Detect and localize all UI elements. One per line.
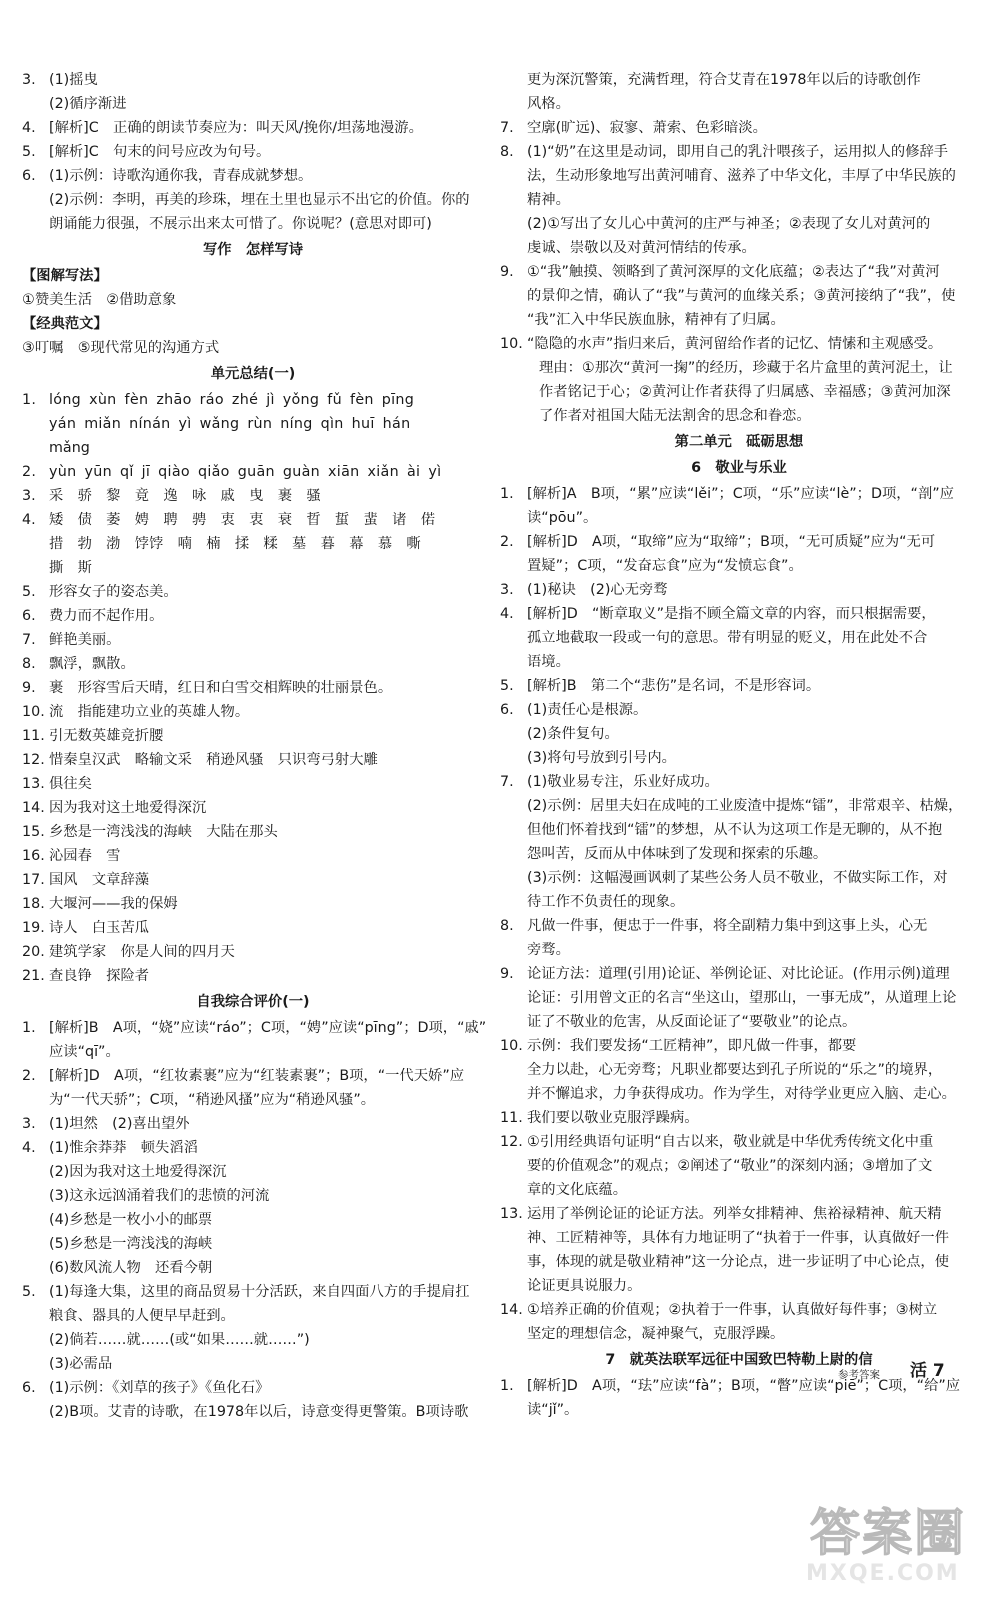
pinyin-syllable: yán — [49, 416, 77, 432]
item-number: 10. — [22, 704, 45, 720]
item-text: (1)每逢大集，这里的商品贸易十分活跃，来自四面八方的手提肩扛 — [49, 1284, 470, 1300]
answer-item — [22, 164, 484, 188]
answer-item — [22, 796, 484, 820]
item-number: 10. — [500, 1038, 523, 1054]
item-number: 19. — [22, 920, 45, 936]
item-text: 流 指能建功立业的英雄人物。 — [49, 704, 250, 720]
answer-item — [22, 1016, 487, 1040]
item-number: 3. — [22, 72, 36, 88]
pinyin-syllable: ráo — [199, 392, 224, 408]
pinyin-syllable: yùn — [49, 464, 77, 480]
item-text: 裹 形容雪后天晴，红日和白雪交相辉映的壮丽景色。 — [49, 680, 393, 696]
subsection-heading: 【图解写法】 — [22, 268, 108, 284]
item-text: 飘浮，飘散。 — [49, 656, 135, 672]
item-number: 4. — [500, 606, 514, 622]
answer-item — [500, 962, 978, 986]
pinyin-syllable: qiào — [158, 464, 190, 480]
section-heading: 6 敬业与乐业 — [691, 460, 787, 476]
item-text: 建筑学家 你是人间的四月天 — [49, 944, 235, 960]
answer-continuation: 置疑”；C项，“发奋忘食”应为“发愤忘食”。 — [527, 558, 803, 574]
answer-item — [22, 916, 484, 940]
answer-item — [500, 530, 978, 554]
answer-continuation: 粮食、器具的人便早早赶到。 — [49, 1308, 235, 1324]
item-text: 国风 文章辞藻 — [49, 872, 150, 888]
answer-item — [22, 68, 484, 92]
answer-item — [22, 964, 484, 988]
answer-continuation: 怨叫苦，反而从中体味到了发现和探索的乐趣。 — [527, 846, 828, 862]
item-number: 9. — [500, 264, 514, 280]
item-number: 12. — [500, 1134, 523, 1150]
answer-item — [22, 844, 484, 868]
item-text: [解析]C 正确的朗读节奏应为：叫天风/挽你/坦荡地漫游。 — [49, 120, 423, 136]
item-number: 1. — [500, 486, 514, 502]
answer-item — [500, 1202, 978, 1226]
pinyin-syllable: yì — [428, 464, 442, 480]
item-text: 俱往矣 — [49, 776, 92, 792]
item-text: 采 骄 黎 竟 逸 咏 戚 曳 裹 骚 — [49, 488, 321, 504]
answer-continuation: 法，生动形象地写出黄河哺育、滋养了中华文化，丰厚了中华民族的 — [527, 168, 956, 184]
answer-continuation: 神、工匠精神等，具体有力地证明了“执着于一件事，认真做好一件 — [527, 1230, 950, 1246]
section-heading: 7 就英法联军远征中国致巴特勒上尉的信 — [605, 1352, 873, 1368]
answer-item — [22, 868, 484, 892]
answer-item — [500, 482, 978, 506]
answer-item — [22, 892, 484, 916]
item-text: (1)敬业易专注，乐业好成功。 — [527, 774, 719, 790]
item-number: 6. — [22, 1380, 36, 1396]
answer-continuation: 更为深沉警策，充满哲理，符合艾青在1978年以后的诗歌创作 — [527, 72, 921, 88]
answer-continuation: 风格。 — [527, 96, 570, 112]
item-text: 查良铮 探险者 — [49, 968, 150, 984]
answer-item — [500, 332, 978, 356]
answer-continuation: 读“jǐ”。 — [527, 1402, 579, 1418]
item-text: 论证方法：道理(引用)论证、举例论证、对比论证。(作用示例)道理 — [527, 966, 950, 982]
item-number: 11. — [500, 1110, 523, 1126]
item-text: [解析]B 第二个“悲伤”是名词，不是形容词。 — [527, 678, 821, 694]
item-number: 10. — [500, 336, 523, 352]
answer-item — [500, 578, 978, 602]
answer-continuation: 孤立地截取一段或一句的意思。带有明显的贬义，用在此处不合 — [527, 630, 928, 646]
item-text: [解析]D “断章取义”是指不顾全篇文章的内容，而只根据需要， — [527, 606, 936, 622]
item-number: 2. — [22, 464, 37, 480]
item-number: 1. — [500, 1378, 514, 1394]
subsection-heading: 【经典范文】 — [22, 316, 108, 332]
answer-continuation: 事，体现的就是敬业精神”这一分论点，进一步证明了中心论点，使 — [527, 1254, 950, 1270]
answer-continuation: 的景仰之情，确认了“我”与黄河的血缘关系；③黄河接纳了“我”，使 — [527, 288, 956, 304]
answer-item — [500, 1298, 978, 1322]
section-heading: 自我综合评价(一) — [196, 994, 310, 1010]
answer-item — [500, 1130, 978, 1154]
answer-continuation: (2)因为我对这土地爱得深沉 — [49, 1164, 227, 1180]
item-text: 示例：我们要发扬“工匠精神”，即凡做一件事，都要 — [527, 1038, 857, 1054]
answer-continuation: 理由：①那次“黄河一掬”的经历，珍藏于名片盒里的黄河泥土，让 — [539, 360, 953, 376]
answer-continuation: (2)B项。艾青的诗歌，在1978年以后，诗意变得更警策。B项诗歌 — [49, 1404, 469, 1420]
answer-item — [22, 1280, 484, 1304]
answer-continuation: 措 勃 渤 饽饽 喃 楠 揉 糅 墓 暮 幕 慕 嘶 — [49, 536, 421, 552]
answer-item — [500, 260, 978, 284]
item-text: ①培养正确的价值观；②执着于一件事，认真做好每件事；③树立 — [527, 1302, 938, 1318]
item-number: 4. — [22, 120, 36, 136]
pinyin-syllable: lóng — [49, 392, 82, 408]
answer-item — [22, 508, 484, 532]
pinyin-syllable: xùn — [89, 392, 117, 408]
item-number: 4. — [22, 1140, 36, 1156]
item-text: 因为我对这土地爱得深沉 — [49, 800, 207, 816]
answer-item — [22, 772, 484, 796]
pinyin-syllable: zhé — [231, 392, 259, 408]
item-text: [解析]C 句末的问号应改为句号。 — [49, 144, 271, 160]
pinyin-syllable: xiǎn — [367, 464, 399, 480]
item-text: (1)责任心是根源。 — [527, 702, 648, 718]
item-text: 凡做一件事，便忠于一件事，将全副精力集中到这事上头，心无 — [527, 918, 928, 934]
answer-line: ③叮嘱 ⑤现代常见的沟通方式 — [22, 340, 220, 356]
item-number: 20. — [22, 944, 45, 960]
item-number: 9. — [500, 966, 514, 982]
item-text: 乡愁是一湾浅浅的海峡 大陆在那头 — [49, 824, 278, 840]
pinyin-syllable: rùn — [247, 416, 273, 432]
answer-continuation: 坚定的理想信念，凝神聚气，克服浮躁。 — [527, 1326, 785, 1342]
page-number: 活 7 — [910, 1361, 945, 1381]
pinyin-syllable: miǎn — [84, 416, 122, 432]
pinyin-syllable: yǒng — [282, 392, 320, 408]
answer-continuation: (3)必需品 — [49, 1356, 113, 1372]
item-text: (1)摇曳 — [49, 72, 98, 88]
watermark-sub-text: MXQE.COM — [806, 1561, 960, 1586]
answer-item — [500, 602, 978, 626]
pinyin-syllable: fǔ — [327, 392, 342, 408]
answer-continuation: 读“pōu”。 — [527, 510, 598, 526]
pinyin-syllable: fèn — [124, 392, 149, 408]
answer-line: ①赞美生活 ②借助意象 — [22, 292, 177, 308]
answer-continuation: (3)示例：这幅漫画讽刺了某些公务人员不敬业，不做实际工作，对 — [527, 870, 948, 886]
answer-item — [500, 914, 978, 938]
pinyin-syllable: yì — [178, 416, 192, 432]
item-number: 5. — [22, 1284, 36, 1300]
answer-item — [22, 1136, 484, 1160]
item-text: 大堰河——我的保姆 — [49, 896, 178, 912]
answer-continuation: 并不懈追求，力争获得成功。作为学生，对待学业更应入脑、走心。 — [527, 1086, 956, 1102]
answer-continuation: (2)①写出了女儿心中黄河的庄严与神圣；②表现了女儿对黄河的 — [527, 216, 931, 232]
item-number: 3. — [22, 488, 36, 504]
item-text: 诗人 白玉苦瓜 — [49, 920, 150, 936]
item-text: [解析]B A项，“娆”应读“ráo”；C项，“娉”应读“pīng”；D项，“戚” — [49, 1020, 487, 1036]
item-text: ①引用经典语句证明“自古以来，敬业就是中华优秀传统文化中重 — [527, 1134, 934, 1150]
answer-item — [22, 1064, 484, 1088]
answer-item — [22, 820, 484, 844]
answer-continuation: 语境。 — [527, 654, 570, 670]
item-number: 7. — [500, 774, 514, 790]
pinyin-syllable: jì — [266, 392, 275, 408]
answer-item — [22, 604, 484, 628]
pinyin-syllable: xiān — [328, 464, 360, 480]
answer-continuation: (2)循序渐进 — [49, 96, 127, 112]
page-footer — [838, 1361, 978, 1385]
answer-item — [500, 1034, 978, 1058]
item-number: 3. — [500, 582, 514, 598]
pinyin-line — [22, 412, 484, 436]
answer-continuation: (3)这永远汹涌着我们的悲愤的河流 — [49, 1188, 270, 1204]
footer-label: 参考答案 — [838, 1369, 880, 1381]
item-number: 2. — [500, 534, 514, 550]
answer-continuation: 了作者对祖国大陆无法割舍的思念和眷恋。 — [539, 408, 811, 424]
pinyin-syllable: wǎng — [199, 416, 240, 432]
item-text: 我们要以敬业克服浮躁病。 — [527, 1110, 699, 1126]
item-text: (1)示例：诗歌沟通你我，青春成就梦想。 — [49, 168, 313, 184]
answer-continuation: 但他们怀着找到“镭”的梦想，从不认为这项工作是无聊的，从不抱 — [527, 822, 943, 838]
pinyin-syllable: níng — [280, 416, 313, 432]
pinyin-syllable: qiǎo — [197, 464, 230, 480]
pinyin-syllable: yūn — [84, 464, 112, 480]
item-number: 13. — [500, 1206, 523, 1222]
pinyin-syllable: qìn — [320, 416, 344, 432]
pinyin-syllable: guàn — [282, 464, 321, 480]
item-number: 8. — [500, 918, 514, 934]
answer-continuation: 待工作不负责任的现象。 — [527, 894, 685, 910]
answer-continuation: 虔诚、崇敬以及对黄河情结的传承。 — [527, 240, 756, 256]
answer-continuation: 旁骛。 — [527, 942, 570, 958]
pinyin-syllable: nínán — [129, 416, 171, 432]
item-text: 空廓(旷远)、寂寥、萧索、色彩暗淡。 — [527, 120, 767, 136]
answer-continuation: (6)数风流人物 还看今朝 — [49, 1260, 213, 1276]
item-number: 6. — [500, 702, 514, 718]
item-text: [解析]A B项，“累”应读“lěi”；C项，“乐”应读“lè”；D项，“剖”应 — [527, 486, 954, 502]
answer-continuation: 为“一代天骄”；C项，“稍逊风搔”应为“稍逊风骚”。 — [49, 1092, 376, 1108]
item-text: 费力而不起作用。 — [49, 608, 164, 624]
item-number: 3. — [22, 1116, 36, 1132]
pinyin-syllable: qǐ — [119, 464, 134, 480]
answer-continuation: 全力以赴，心无旁骛；凡职业都要达到孔子所说的“乐之”的境界， — [527, 1062, 943, 1078]
pinyin-syllable: huī — [351, 416, 375, 432]
item-text: [解析]D A项，“珐”应读“fà”；B项，“瞥”应读“piē”；C项，“给”应 — [527, 1378, 961, 1394]
item-text: (1)秘诀 (2)心无旁骛 — [527, 582, 668, 598]
item-text: [解析]D A项，“红妆素裹”应为“红装素裹”；B项，“一代天娇”应 — [49, 1068, 465, 1084]
item-number: 6. — [22, 168, 36, 184]
answer-item — [500, 698, 978, 722]
answer-continuation: (2)示例：居里夫妇在成吨的工业废渣中提炼“镭”，非常艰辛、枯燥， — [527, 798, 963, 814]
item-number: 21. — [22, 968, 45, 984]
answer-item — [22, 748, 484, 772]
item-text: 惜秦皇汉武 略输文采 稍逊风骚 只识弯弓射大雕 — [49, 752, 378, 768]
answer-item — [22, 700, 484, 724]
answer-continuation: 证了不敬业的危害，从反面论证了“要敬业”的论点。 — [527, 1014, 857, 1030]
pinyin-syllable: ài — [406, 464, 421, 480]
answer-item — [22, 484, 484, 508]
answer-continuation: 应读“qī”。 — [49, 1044, 120, 1060]
item-number: 16. — [22, 848, 45, 864]
answer-continuation: (5)乡愁是一湾浅浅的海峡 — [49, 1236, 213, 1252]
item-number: 8. — [500, 144, 514, 160]
item-text: (1)坦然 (2)喜出望外 — [49, 1116, 190, 1132]
item-number: 5. — [22, 144, 36, 160]
section-heading: 第二单元 砥砺思想 — [674, 434, 804, 450]
answer-continuation: 论证：引用曾文正的名言“坐这山，望那山，一事无成”，从道理上论 — [527, 990, 957, 1006]
pinyin-line — [22, 388, 484, 412]
answer-item — [500, 116, 978, 140]
answer-item — [22, 652, 484, 676]
answer-item — [22, 1376, 484, 1400]
item-number: 7. — [500, 120, 514, 136]
item-text: 鲜艳美丽。 — [49, 632, 121, 648]
answer-item — [22, 116, 484, 140]
item-number: 14. — [500, 1302, 523, 1318]
item-number: 14. — [22, 800, 45, 816]
item-number: 1. — [22, 392, 37, 408]
answer-item — [500, 770, 978, 794]
item-number: 2. — [22, 1068, 36, 1084]
item-number: 9. — [22, 680, 36, 696]
pinyin-line — [22, 460, 484, 484]
item-text: (1)惟余莽莽 顿失滔滔 — [49, 1140, 198, 1156]
answer-continuation: (2)倘若……就……(或“如果……就……”) — [49, 1332, 310, 1348]
item-text: 引无数英雄竞折腰 — [49, 728, 164, 744]
answer-item — [22, 140, 484, 164]
answer-continuation: “我”汇入中华民族血脉，精神有了归属。 — [527, 312, 785, 328]
item-text: [解析]D A项，“取缔”应为“取缔”；B项，“无可质疑”应为“无可 — [527, 534, 936, 550]
item-text: 沁园春 雪 — [49, 848, 121, 864]
pinyin-syllable: jī — [141, 464, 151, 480]
item-text: (1)示例：《刘草的孩子》《鱼化石》 — [49, 1380, 270, 1396]
pinyin-syllable: hán — [382, 416, 411, 432]
answer-item — [22, 940, 484, 964]
answer-continuation: (4)乡愁是一枚小小的邮票 — [49, 1212, 213, 1228]
item-number: 5. — [22, 584, 36, 600]
item-number: 15. — [22, 824, 45, 840]
pinyin-syllable: guān — [237, 464, 275, 480]
answer-continuation: 章的文化底蕴。 — [527, 1182, 628, 1198]
item-text: “隐隐的水声”指归来后，黄河留给作者的记忆、情愫和主观感受。 — [527, 336, 943, 352]
item-text: 运用了举例论证的论证方法。列举女排精神、焦裕禄精神、航天精 — [527, 1206, 942, 1222]
answer-item — [22, 580, 484, 604]
answer-item — [500, 674, 978, 698]
item-text: 形容女子的姿态美。 — [49, 584, 178, 600]
item-number: 11. — [22, 728, 45, 744]
pinyin-syllable: pīng — [381, 392, 415, 408]
answer-continuation: (3)将句号放到引号内。 — [527, 750, 676, 766]
item-number: 6. — [22, 608, 36, 624]
item-text: (1)“奶”在这里是动词，即用自己的乳汁喂孩子，运用拟人的修辞手 — [527, 144, 949, 160]
item-number: 8. — [22, 656, 36, 672]
answer-item — [500, 1106, 978, 1130]
item-number: 12. — [22, 752, 45, 768]
item-number: 13. — [22, 776, 45, 792]
answer-item — [22, 724, 484, 748]
answer-item — [500, 140, 978, 164]
answer-continuation: mǎng — [49, 440, 90, 456]
item-number: 18. — [22, 896, 45, 912]
answer-continuation: 论证更具说服力。 — [527, 1278, 642, 1294]
answer-continuation: 作者铭记于心；②黄河让作者获得了归属感、幸福感；③黄河加深 — [539, 384, 951, 400]
answer-item — [22, 676, 484, 700]
item-text: ①“我”触摸、领略到了黄河深厚的文化底蕴；②表达了“我”对黄河 — [527, 264, 940, 280]
item-text: 矮 债 萎 娉 聘 骋 衷 衷 衰 晢 蜇 蜚 诸 偌 — [49, 512, 436, 528]
answer-continuation: 撕 斯 — [49, 560, 92, 576]
answer-continuation: 精神。 — [527, 192, 570, 208]
item-number: 5. — [500, 678, 514, 694]
pinyin-syllable: zhāo — [156, 392, 192, 408]
section-heading: 写作 怎样写诗 — [202, 242, 304, 258]
item-number: 1. — [22, 1020, 36, 1036]
answer-continuation: 朗诵能力很强，不展示出来太可惜了。你说呢？(意思对即可) — [49, 216, 432, 232]
section-heading: 单元总结(一) — [210, 366, 296, 382]
answer-continuation: 要的价值观念”的观点；②阐述了“敬业”的深刻内涵；③增加了文 — [527, 1158, 933, 1174]
watermark-logo — [800, 1505, 985, 1593]
pinyin-syllable: fèn — [349, 392, 374, 408]
answer-item — [22, 628, 484, 652]
item-number: 4. — [22, 512, 36, 528]
answer-continuation: (2)示例：李明，再美的珍珠，埋在土里也显示不出它的价值。你的 — [49, 192, 470, 208]
item-number: 7. — [22, 632, 36, 648]
answer-continuation: (2)条件复句。 — [527, 726, 619, 742]
watermark-main-text: 答案圈 — [810, 1504, 966, 1562]
answer-item — [22, 1112, 484, 1136]
left-column — [22, 68, 487, 1424]
right-column — [500, 68, 978, 1422]
item-number: 17. — [22, 872, 45, 888]
